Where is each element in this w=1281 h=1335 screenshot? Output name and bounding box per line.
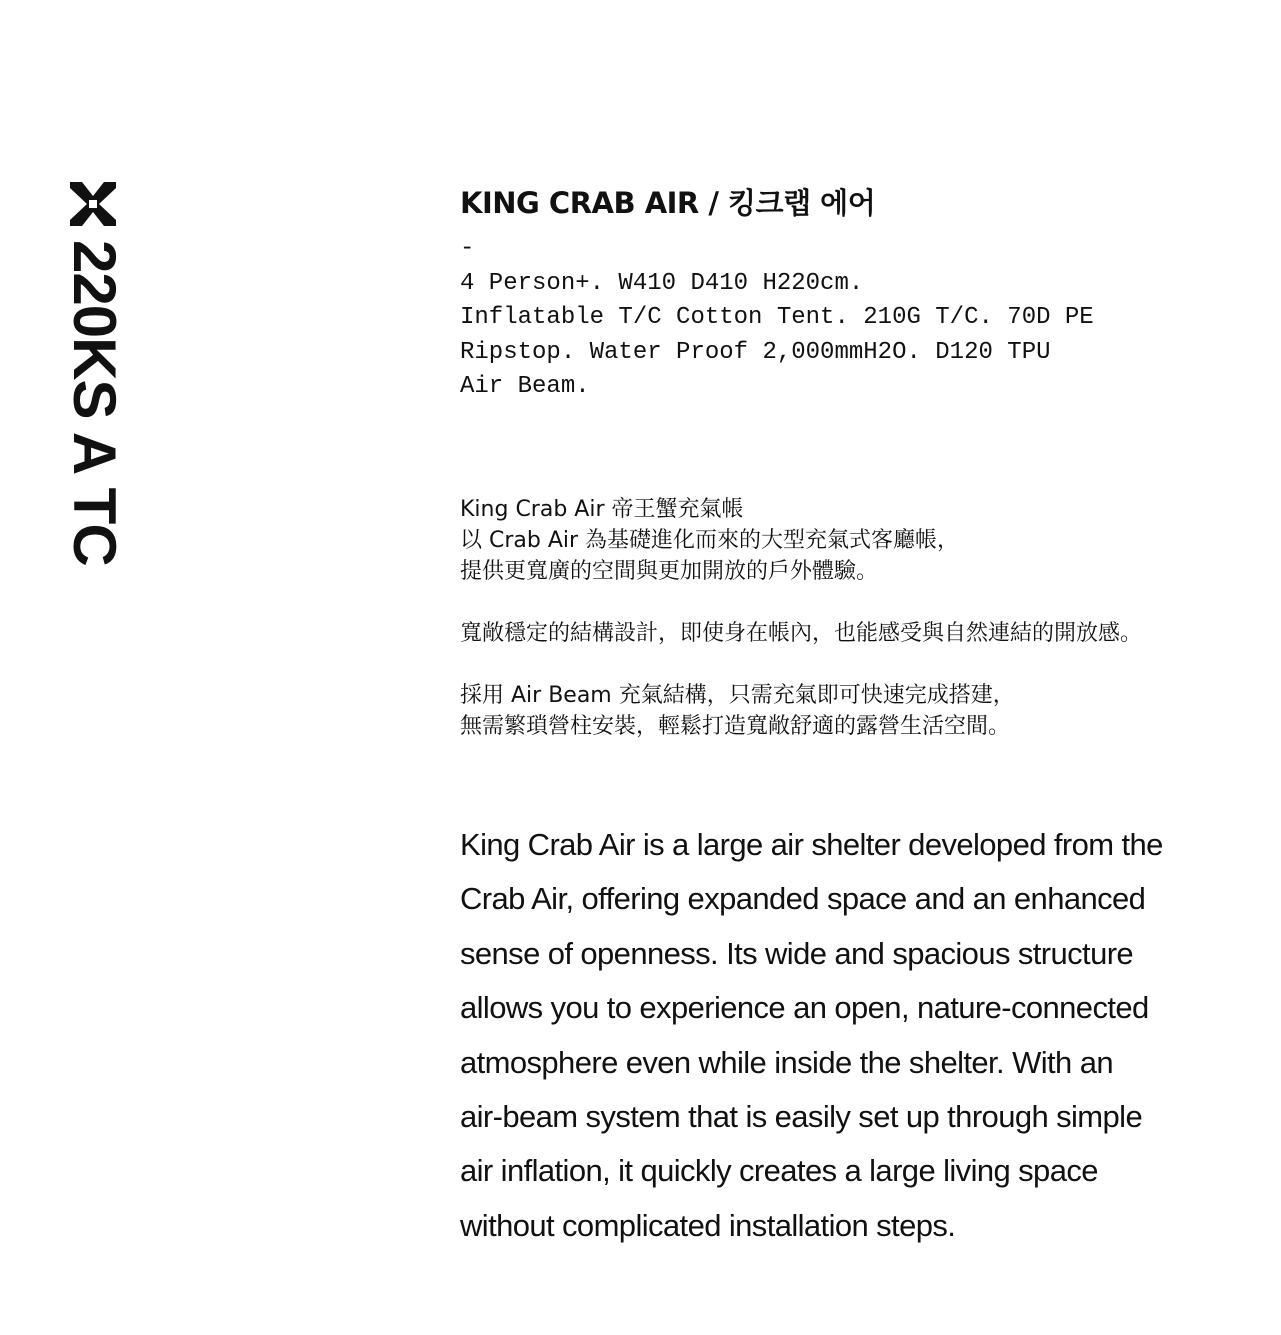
brand-vertical-label: 220KS A TC xyxy=(61,240,128,566)
zh-line: 寬敞穩定的結構設計，即使身在帳內，也能感受與自然連結的開放感。 xyxy=(460,621,1143,646)
en-line: allows you to experience an open, nature-connected xyxy=(460,990,1149,1026)
en-line: without complicated installation steps. xyxy=(460,1207,956,1243)
en-line: atmosphere even while inside the shelter. With an xyxy=(460,1044,1113,1080)
zh-paragraph-1 xyxy=(460,494,1280,587)
en-line: air inflation, it quickly creates a large living space xyxy=(460,1153,1098,1189)
description-chinese xyxy=(460,494,1280,773)
zh-paragraph-3 xyxy=(460,680,1280,742)
zh-line: King Crab Air 帝王蟹充氣帳 xyxy=(460,497,744,522)
specs-line: Inflatable T/C Cotton Tent. 210G T/C. 70D PE xyxy=(460,304,1094,331)
brand-vertical-label-wrapper xyxy=(61,180,128,590)
specs-divider: - xyxy=(460,235,475,262)
description-english xyxy=(460,818,1230,1253)
product-specs xyxy=(460,232,1220,405)
specs-line: 4 Person+. W410 D410 H220cm. xyxy=(460,269,864,297)
zh-line: 採用 Air Beam 充氣結構，只需充氣即可快速完成搭建， xyxy=(460,683,1015,708)
specs-line: Air Beam. xyxy=(460,373,590,400)
en-line: Crab Air, offering expanded space and an enhanced xyxy=(460,881,1146,917)
zh-line: 無需繁瑣營柱安裝，輕鬆打造寬敞舒適的露營生活空間。 xyxy=(460,714,1011,739)
zh-line: 以 Crab Air 為基礎進化而來的大型充氣式客廳帳， xyxy=(460,528,960,553)
brand-mark xyxy=(61,180,128,590)
en-line: sense of openness. Its wide and spacious structure xyxy=(460,935,1134,971)
specs-line: Ripstop. Water Proof 2,000mmH2O. D120 TPU xyxy=(460,338,1051,366)
product-title: KING CRAB AIR / 킹크랩 에어 xyxy=(460,186,876,220)
zh-line: 提供更寬廣的空間與更加開放的戶外體驗。 xyxy=(460,559,879,584)
en-line: King Crab Air is a large air shelter developed from the xyxy=(460,827,1163,862)
en-line: air-beam system that is easily set up through simple xyxy=(460,1099,1143,1135)
zh-paragraph-2 xyxy=(460,618,1280,649)
